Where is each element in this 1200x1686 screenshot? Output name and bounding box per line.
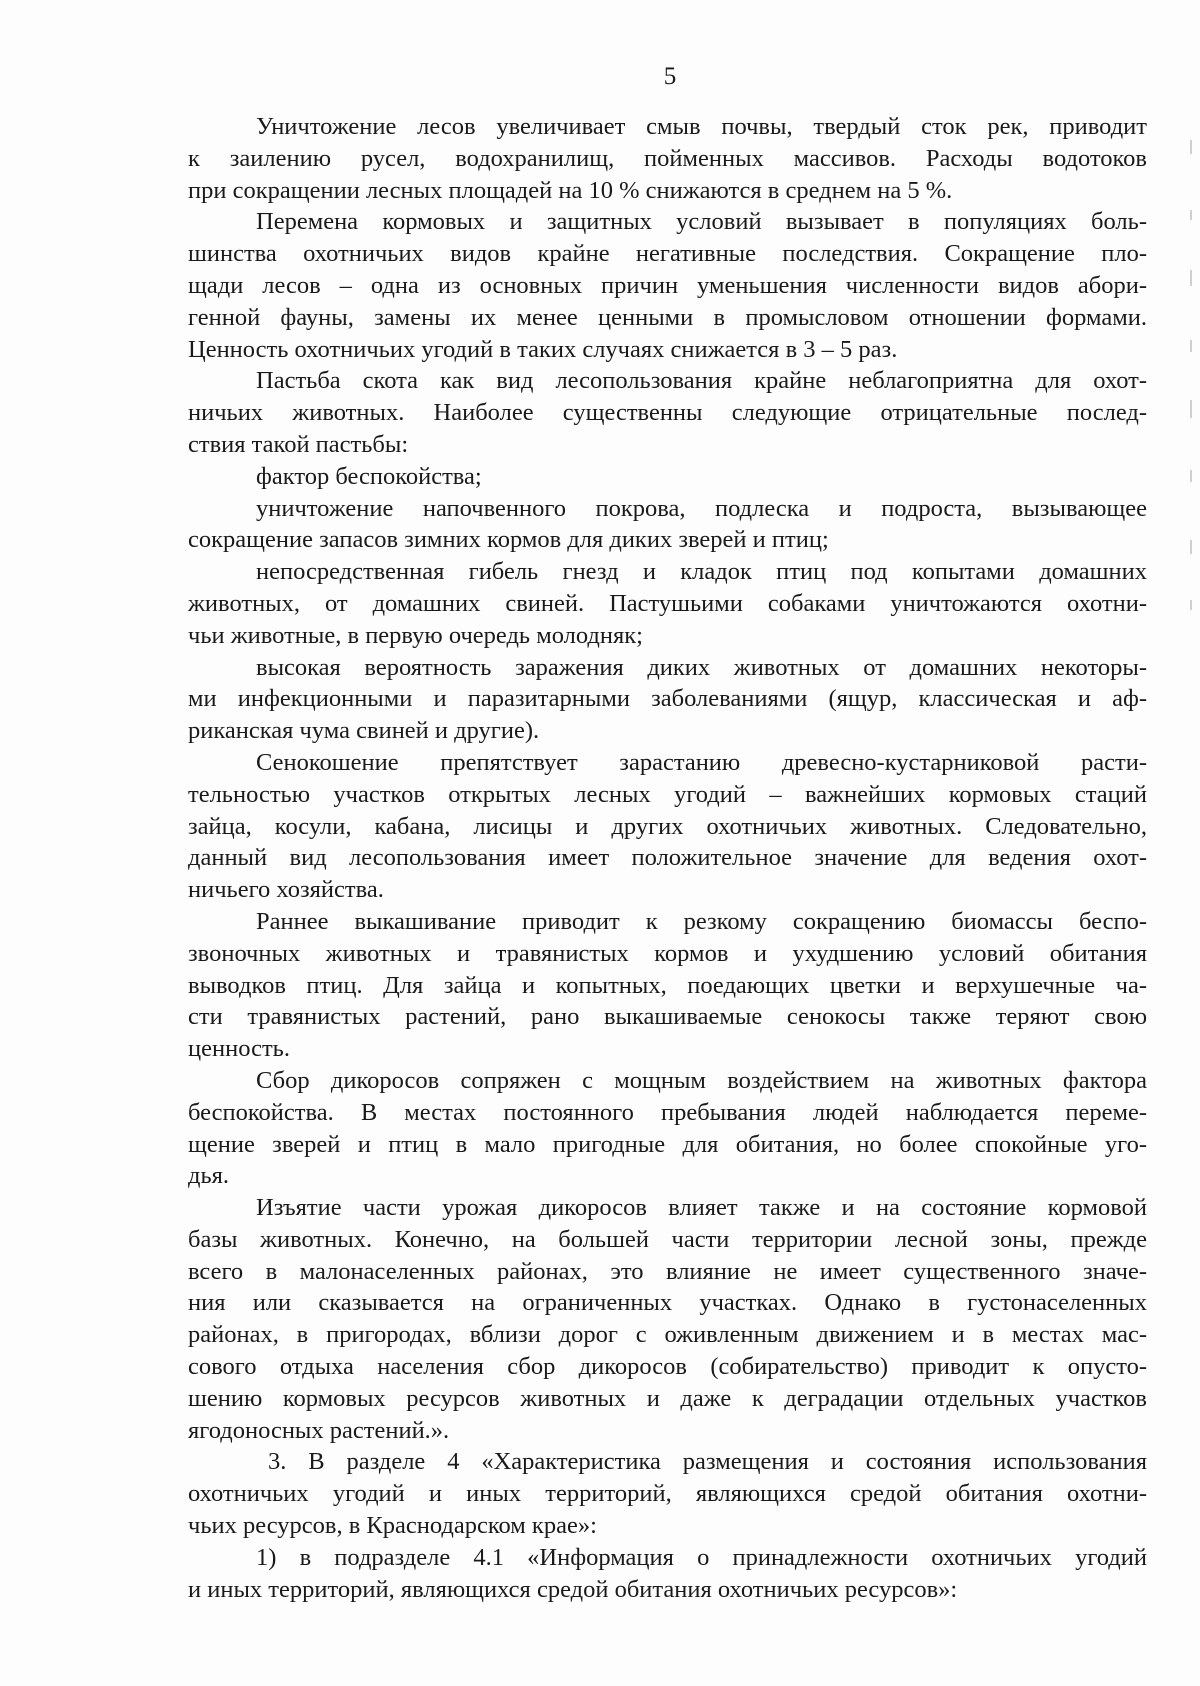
text-line: уничтожение напочвенного покрова, подлеска и подроста, вызывающее bbox=[256, 494, 1147, 522]
text-line: звоночных животных и травянистых кормов и ухудшению условий обитания bbox=[188, 939, 1147, 967]
text-line: и иных территорий, являющихся средой обитания охотничьих ресурсов»: bbox=[188, 1575, 958, 1603]
text-line: Изъятие части урожая дикоросов влияет также и на состояние кормовой bbox=[256, 1194, 1147, 1222]
text-line: дья. bbox=[188, 1162, 230, 1190]
text-line: сокращение запасов зимних кормов для диких зверей и птиц; bbox=[188, 526, 829, 554]
text-line: чьи животные, в первую очередь молодняк; bbox=[188, 621, 643, 649]
text-line: животных, от домашних свиней. Пастушьими собаками уничтожаются охотни- bbox=[188, 589, 1147, 617]
text-line: ния или сказывается на ограниченных участках. Однако в густонаселенных bbox=[188, 1289, 1147, 1317]
text-line: ценность. bbox=[188, 1035, 290, 1063]
text-line: Сенокошение препятствует зарастанию древесно-кустарниковой расти- bbox=[256, 748, 1147, 776]
text-line: непосредственная гибель гнезд и кладок птиц под копытами домашних bbox=[256, 558, 1147, 586]
text-line: Раннее выкашивание приводит к резкому сокращению биомассы беспо- bbox=[256, 907, 1147, 935]
text-line: охотничьих угодий и иных территорий, являющихся средой обитания охотни- bbox=[188, 1480, 1147, 1508]
text-line: базы животных. Конечно, на большей части территории лесной зоны, прежде bbox=[188, 1225, 1147, 1253]
text-line: 3. В разделе 4 «Характеристика размещения и состояния использования bbox=[268, 1448, 1147, 1476]
text-line: ягодоносных растений.». bbox=[188, 1416, 450, 1444]
text-line: Ценность охотничьих угодий в таких случаях снижается в 3 – 5 раз. bbox=[188, 335, 898, 363]
text-line: 1) в подразделе 4.1 «Информация о принадлежности охотничьих угодий bbox=[256, 1543, 1147, 1571]
text-line: ничьих животных. Наиболее существенны следующие отрицательные послед- bbox=[188, 399, 1147, 427]
text-line: тельностью участков открытых лесных угодий – важнейших кормовых стаций bbox=[188, 780, 1147, 808]
document-body bbox=[188, 111, 1147, 1605]
text-line: при сокращении лесных площадей на 10 % снижаются в среднем на 5 %. bbox=[188, 176, 953, 204]
text-line: риканская чума свиней и другие). bbox=[188, 717, 540, 745]
text-line: фактор беспокойства; bbox=[256, 462, 482, 490]
text-line: Пастьба скота как вид лесопользования крайне неблагоприятна для охот- bbox=[256, 367, 1147, 395]
text-line: шению кормовых ресурсов животных и даже к деградации отдельных участков bbox=[188, 1384, 1147, 1412]
text-line: всего в малонаселенных районах, это влияние не имеет существенного значе- bbox=[188, 1257, 1147, 1285]
text-line: Перемена кормовых и защитных условий вызывает в популяциях боль- bbox=[256, 208, 1147, 236]
text-line: сового отдыха населения сбор дикоросов (собирательство) приводит к опусто- bbox=[188, 1353, 1147, 1381]
text-line: районах, в пригородах, вблизи дорог с оживленным движением и в местах мас- bbox=[188, 1321, 1147, 1349]
text-line: высокая вероятность заражения диких животных от домашних некоторы- bbox=[256, 653, 1147, 681]
page-number: 5 bbox=[663, 63, 677, 90]
text-line: данный вид лесопользования имеет положительное значение для ведения охот- bbox=[188, 844, 1147, 872]
scan-margin-marks bbox=[1190, 140, 1194, 620]
text-line: ми инфекционными и паразитарными заболеваниями (ящур, классическая и аф- bbox=[188, 685, 1147, 713]
text-line: ствия такой пастьбы: bbox=[188, 430, 409, 458]
text-line: к заилению русел, водохранилищ, пойменных массивов. Расходы водотоков bbox=[188, 144, 1147, 172]
text-line: сти травянистых растений, рано выкашиваемые сенокосы также теряют свою bbox=[188, 1003, 1147, 1031]
text-line: чьих ресурсов, в Краснодарском крае»: bbox=[188, 1512, 597, 1540]
text-line: ничьего хозяйства. bbox=[188, 876, 384, 904]
text-line: Уничтожение лесов увеличивает смыв почвы, твердый сток рек, приводит bbox=[256, 113, 1147, 140]
text-line: генной фауны, замены их менее ценными в промысловом отношении формами. bbox=[188, 303, 1147, 331]
text-line: выводков птиц. Для зайца и копытных, поедающих цветки и верхушечные ча- bbox=[188, 971, 1147, 999]
text-line: Сбор дикоросов сопряжен с мощным воздействием на животных фактора bbox=[256, 1066, 1147, 1094]
text-line: щади лесов – одна из основных причин уменьшения численности видов абори- bbox=[188, 271, 1147, 299]
text-line: шинства охотничьих видов крайне негативные последствия. Сокращение пло- bbox=[188, 240, 1147, 268]
text-line: зайца, косули, кабана, лисицы и других охотничьих животных. Следовательно, bbox=[188, 812, 1147, 840]
text-line: беспокойства. В местах постоянного пребывания людей наблюдается переме- bbox=[188, 1098, 1147, 1126]
text-line: щение зверей и птиц в мало пригодные для обитания, но более спокойные уго- bbox=[188, 1130, 1147, 1158]
